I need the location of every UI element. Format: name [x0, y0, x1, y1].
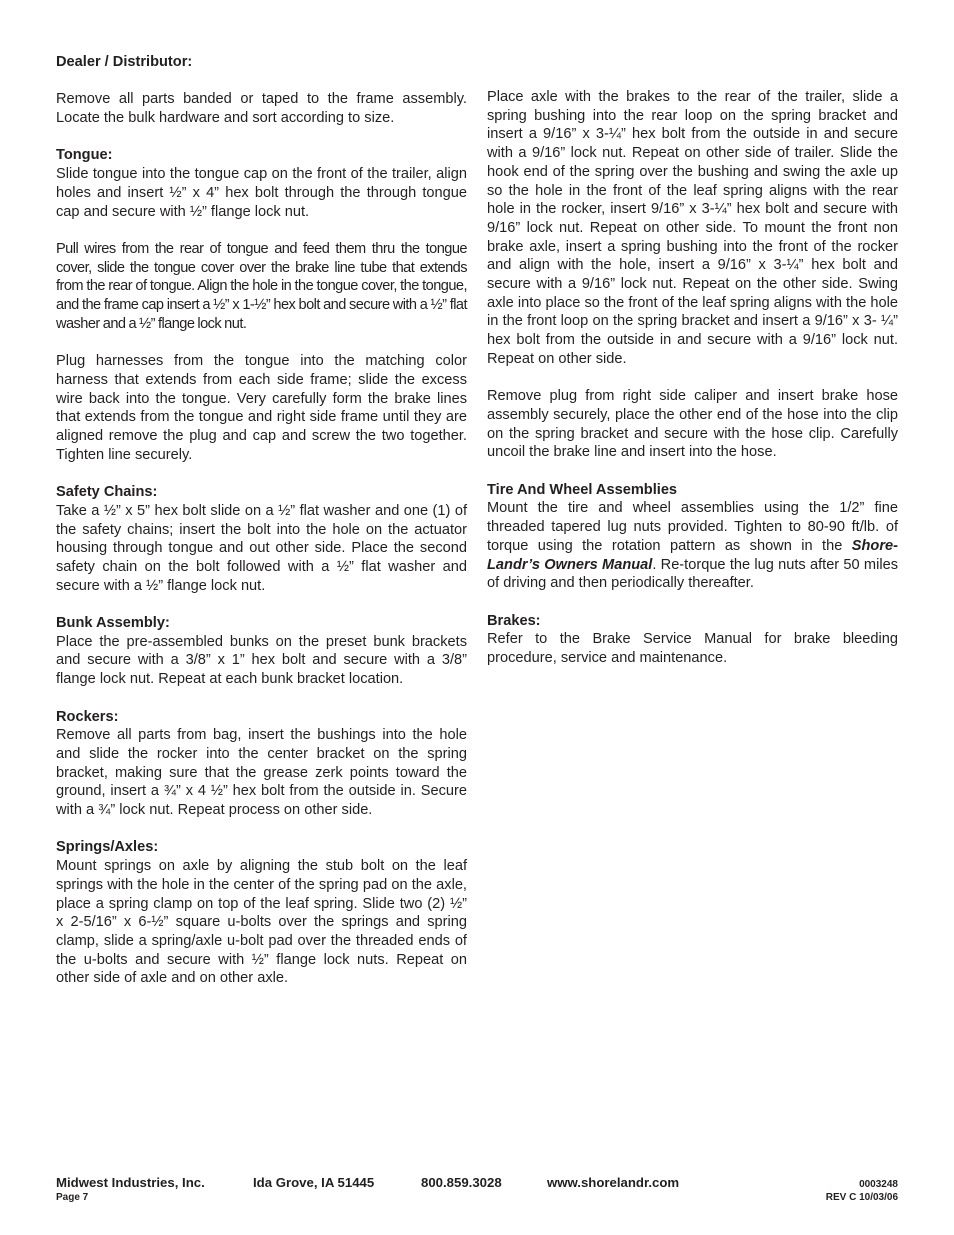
- right-column: [487, 88, 898, 686]
- dealer-body: [56, 90, 467, 127]
- bunk-assembly-section: [56, 614, 467, 689]
- footer-phone: 800.859.3028: [421, 1175, 502, 1190]
- bunk-assembly-heading: Bunk Assembly:: [56, 615, 170, 631]
- tire-wheel-section: [487, 481, 898, 593]
- owners-manual-title: Shore-Landr’s Owners Manual: [487, 537, 898, 573]
- brakes-section: [487, 612, 898, 668]
- footer-revision: REV C 10/03/06: [825, 1192, 898, 1203]
- brakes-heading: Brakes:: [487, 612, 541, 629]
- dealer-text: Remove all parts banded or taped to the frame assembly. Locate the bulk hardware and sort according to size.: [56, 91, 467, 127]
- springs-axles-text: Mount springs on axle by aligning the stub bolt on the leaf springs with the hole in the center of the spring pad on the axle, place a spring clamp on top of the leaf spring. Slide two (2) ½” x 2-5/16” x 6-½” square u-bolts over the springs and spring clamp, slide a spring/axle u-bolt pad over the threaded ends of the u-bolts and secure with ½” flange lock nuts. Repeat on other side of axle and on other axle.: [56, 858, 467, 987]
- tire-wheel-heading: Tire And Wheel Assemblies: [487, 481, 678, 498]
- page-footer: [56, 1175, 898, 1203]
- footer-website: www.shorelandr.com: [547, 1175, 680, 1190]
- springs-axles-section: [56, 838, 467, 988]
- safety-chains-section: [56, 483, 467, 595]
- axle-mount-paragraph: Place axle with the brakes to the rear of the trailer, slide a spring bushing into the rear loop on the spring bracket and insert a 9/16” x 3-¼” hex bolt from the outside in and secure with a 9/16” lock nut. Repeat on other side of trailer. Slide the hook end of the spring over the bushing and swing the axle up so the hole in the front of the leaf spring aligns with the rear hole in the rocker, insert 9/16” x 3-¼” hex bolt and secure with 9/16” lock nut. Repeat on other side. To mount the front non brake axle, insert a spring bushing into the front of the rocker and align with the hole, insert a 9/16” x 3-¼” hex bolt and secure with a 9/16” lock nut. Repeat on the other side. Swing axle into place so the front of the leaf spring aligns with the hole in the front loop on the spring bracket and insert a 9/16” x 3- ¼” hex bolt from the outside in and secure with a 9/16” lock nut. Repeat on other side.: [487, 89, 898, 367]
- tongue-paragraph-2: Pull wires from the rear of tongue and feed them thru the tongue cover, slide the tongue cover over the brake line tube that extends from the rear of tongue. Align the hole in the tongue cover, the tongue, and the frame cap insert a ½” x 1-½” hex bolt and secure with a ½” flat washer and a ½” flange lock nut.: [56, 240, 467, 332]
- rockers-text: Remove all parts from bag, insert the bushings into the hole and slide the rocker into the center bracket on the spring bracket, making sure that the grease zerk points toward the ground, insert a ¾” x 4 ½” hex bolt from the outside in. Secure with a ¾” lock nut. Repeat process on other side.: [56, 727, 467, 819]
- bunk-assembly-text: Place the pre-assembled bunks on the preset bunk brackets and secure with a 3/8” x 1” hex bolt and secure with a 3/8” flange lock nut. Repeat at each bunk bracket location.: [56, 633, 467, 688]
- tongue-section: [56, 146, 467, 464]
- safety-chains-heading: Safety Chains:: [56, 484, 158, 501]
- dealer-section: [56, 53, 467, 72]
- dealer-heading: Dealer / Distributor:: [56, 54, 193, 70]
- tongue-heading: Tongue:: [56, 147, 113, 164]
- footer-contact-row: [56, 1175, 898, 1190]
- footer-part-number: 0003248: [859, 1179, 898, 1190]
- rockers-section: [56, 708, 467, 820]
- footer-city: Ida Grove, IA 51445: [253, 1175, 375, 1190]
- footer-company: Midwest Industries, Inc.: [56, 1175, 205, 1190]
- left-column: [56, 53, 467, 1007]
- rockers-heading: Rockers:: [56, 708, 119, 725]
- safety-chains-text: Take a ½” x 5” hex bolt slide on a ½” flat washer and one (1) of the safety chains; insert the bolt into the hole on the actuator housing through tongue and out other side. Place the second safety chain on the bolt followed with a ½” flat washer and secure with a ½” flange lock nut.: [56, 502, 467, 594]
- tongue-paragraph-1: Slide tongue into the tongue cap on the front of the trailer, align holes and insert ½” x 4” hex bolt through the through tongue cap and secure with ½” flange lock nut.: [56, 166, 467, 220]
- tire-wheel-text-b: . Re-torque the lug nuts after 50 miles of driving and then periodically thereafter.: [487, 556, 898, 592]
- tongue-paragraph-3: Plug harnesses from the tongue into the matching color harness that extends from each side frame; slide the excess wire back into the tongue. Very carefully form the brake lines that extends from the tongue and right side frame until they are aligned remove the plug and cap and screw the two together. Tighten line securely.: [56, 353, 467, 463]
- brakes-text: Refer to the Brake Service Manual for brake bleeding procedure, service and maintenance.: [487, 631, 898, 667]
- tire-wheel-text-a: Mount the tire and wheel assemblies using the 1/2” fine threaded tapered lug nuts provided. Tighten to 80-90 ft/lb. of torque using the rotation pattern as shown in the: [487, 500, 898, 554]
- springs-axles-heading: Springs/Axles:: [56, 839, 159, 856]
- footer-page-number: Page 7: [56, 1192, 89, 1203]
- brake-hose-paragraph: Remove plug from right side caliper and insert brake hose assembly securely, place the other end of the hose into the clip on the spring bracket and secure with the hose clip. Carefully uncoil the brake line and insert into the hose.: [487, 388, 898, 461]
- footer-meta-row: [56, 1192, 898, 1203]
